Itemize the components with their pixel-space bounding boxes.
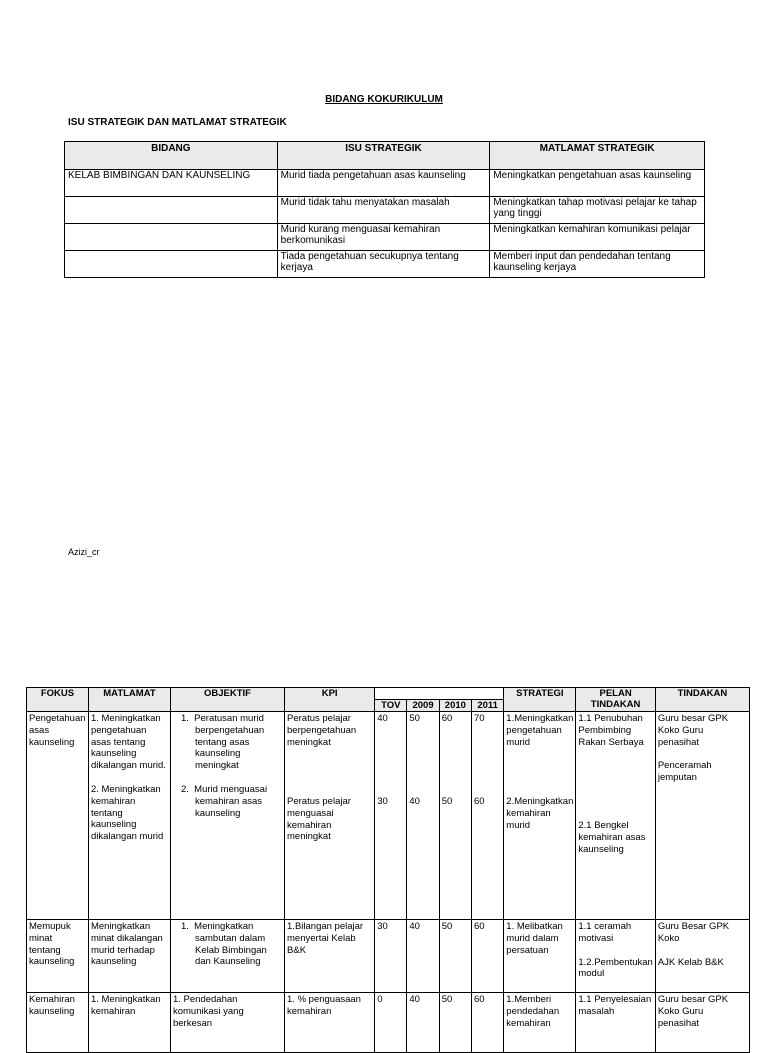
target-2010: 50 [441,796,453,807]
tov-value: 30 [377,796,388,807]
objektif-item: 1. Meningkatkan sambutan dalam Kelab Bimbingan dan Kaunseling [180,921,267,968]
cell-2010: 50 [439,993,471,1053]
header-strategi: STRATEGI [504,688,576,712]
kpi-item: Peratus pelajar berpengetahuan meningkat [287,713,357,748]
cell-isu: Murid kurang menguasai kemahiran berkomunikasi [277,224,490,251]
cell-2009: 40 [407,920,439,993]
pelan-item: 2.1 Bengkel kemahiran asas kaunseling [578,820,646,855]
cell-matlamat [88,712,170,920]
document-title: BIDANG KOKURIKULUM [325,94,443,105]
header-objektif: OBJEKTIF [170,688,284,712]
target-2009: 40 [409,796,420,807]
cell-pelan-tindakan: 1.1 Penyelesaian masalah [576,993,655,1053]
tindakan-item: Guru besar GPK Koko Guru penasihat [657,713,729,748]
cell-objektif: 1. Pendedahan komunikasi yang berkesan [170,993,284,1053]
cell-2011: 60 [472,920,504,993]
cell-strategi: 1. Melibatkan murid dalam persatuan [504,920,576,993]
table-header-row [27,688,750,700]
cell-2011: 60 [472,993,504,1053]
header-matlamat: MATLAMAT [88,688,170,712]
cell-kpi [285,712,375,920]
cell-pelan-tindakan [576,920,655,993]
target-2010: 60 [441,713,453,724]
target-2009: 50 [409,713,420,724]
cell-tov: 0 [375,993,407,1053]
table-row [27,920,750,993]
cell-2011 [472,712,504,920]
kpi-item: Peratus pelajar menguasai kemahiran meningkat [287,796,351,843]
tindakan-item: Penceramah jemputan [657,760,712,784]
pelan-item: 1.1 ceramah motivasi [578,921,632,944]
cell-tov [375,712,407,920]
cell-bidang [65,197,278,224]
cell-isu: Murid tidak tahu menyatakan masalah [277,197,490,224]
table-row [65,170,705,197]
header-kpi: KPI [285,688,375,712]
cell-matlamat: Meningkatkan kemahiran komunikasi pelajar [490,224,705,251]
cell-kpi: 1. % penguasaan kemahiran [285,993,375,1053]
cell-fokus: Pengetahuan asas kaunseling [27,712,89,920]
author-note: Azizi_cr [68,547,100,557]
strategic-issues-table [64,141,705,278]
header-target-group [375,688,504,700]
cell-tindakan [655,712,749,920]
cell-matlamat: Memberi input dan pendedahan tentang kaunseling kerjaya [490,251,705,278]
objektif-item: 2. Murid menguasai kemahiran asas kaunseling [180,783,268,819]
header-matlamat-strategik: MATLAMAT STRATEGIK [490,142,705,170]
header-pelan-tindakan: PELAN TINDAKAN [576,688,655,712]
header-2011: 2011 [472,700,504,712]
cell-bidang: KELAB BIMBINGAN DAN KAUNSELING [65,170,278,197]
matlamat-item: 2. Meningkatkan kemahiran tentang kaunseling dikalangan murid [90,783,164,843]
header-tov: TOV [375,700,407,712]
strategi-item: 2.Meningkatkan kemahiran murid [506,796,574,831]
header-isu-strategik: ISU STRATEGIK [277,142,490,170]
cell-pelan-tindakan [576,712,655,920]
cell-strategi: 1.Memberi pendedahan kemahiran [504,993,576,1053]
table-row [27,712,750,920]
table-row [65,224,705,251]
cell-2010 [439,712,471,920]
cell-bidang [65,224,278,251]
cell-bidang [65,251,278,278]
tindakan-item: AJK Kelab B&K [657,956,724,968]
pelan-item: 1.2.Pembentukan modul [578,956,653,980]
cell-fokus: Memupuk minat tentang kaunseling [27,920,89,993]
cell-objektif [170,712,284,920]
cell-2009: 40 [407,993,439,1053]
cell-matlamat: Meningkatkan minat dikalangan murid terhadap kaunseling [88,920,170,993]
strategi-item: 1.Meningkatkan pengetahuan murid [506,713,574,748]
cell-matlamat: Meningkatkan pengetahuan asas kaunseling [490,170,705,197]
cell-2009 [407,712,439,920]
cell-2010: 50 [439,920,471,993]
action-plan-table [26,687,750,1053]
header-bidang: BIDANG [65,142,278,170]
header-2009: 2009 [407,700,439,712]
cell-strategi [504,712,576,920]
cell-kpi: 1.Bilangan pelajar menyertai Kelab B&K [285,920,375,993]
header-fokus: FOKUS [27,688,89,712]
tindakan-item: Guru Besar GPK Koko [657,921,730,944]
header-2010: 2010 [439,700,471,712]
objektif-item: 1. Peratusan murid berpengetahuan tentang asas kaunseling meningkat [180,713,265,772]
section-subtitle: ISU STRATEGIK DAN MATLAMAT STRATEGIK [68,117,287,128]
cell-matlamat: Meningkatkan tahap motivasi pelajar ke tahap yang tinggi [490,197,705,224]
target-2011: 60 [474,796,485,807]
cell-fokus: Kemahiran kaunseling [27,993,89,1053]
cell-matlamat: 1. Meningkatkan kemahiran [88,993,170,1053]
target-2011: 70 [474,713,485,724]
cell-tindakan: Guru besar GPK Koko Guru penasihat [655,993,749,1053]
matlamat-item: 1. Meningkatkan pengetahuan asas tentang kaunseling dikalangan murid. [90,713,166,772]
tov-value: 40 [377,713,388,724]
cell-objektif [170,920,284,993]
pelan-item: 1.1 Penubuhan Pembimbing Rakan Serbaya [578,713,644,748]
table-row [65,251,705,278]
header-tindakan: TINDAKAN [655,688,749,712]
cell-tindakan [655,920,749,993]
cell-tov: 30 [375,920,407,993]
cell-isu: Murid tiada pengetahuan asas kaunseling [277,170,490,197]
table-row [27,993,750,1053]
table-header-row [65,142,705,170]
table-row [65,197,705,224]
cell-isu: Tiada pengetahuan secukupnya tentang kerjaya [277,251,490,278]
